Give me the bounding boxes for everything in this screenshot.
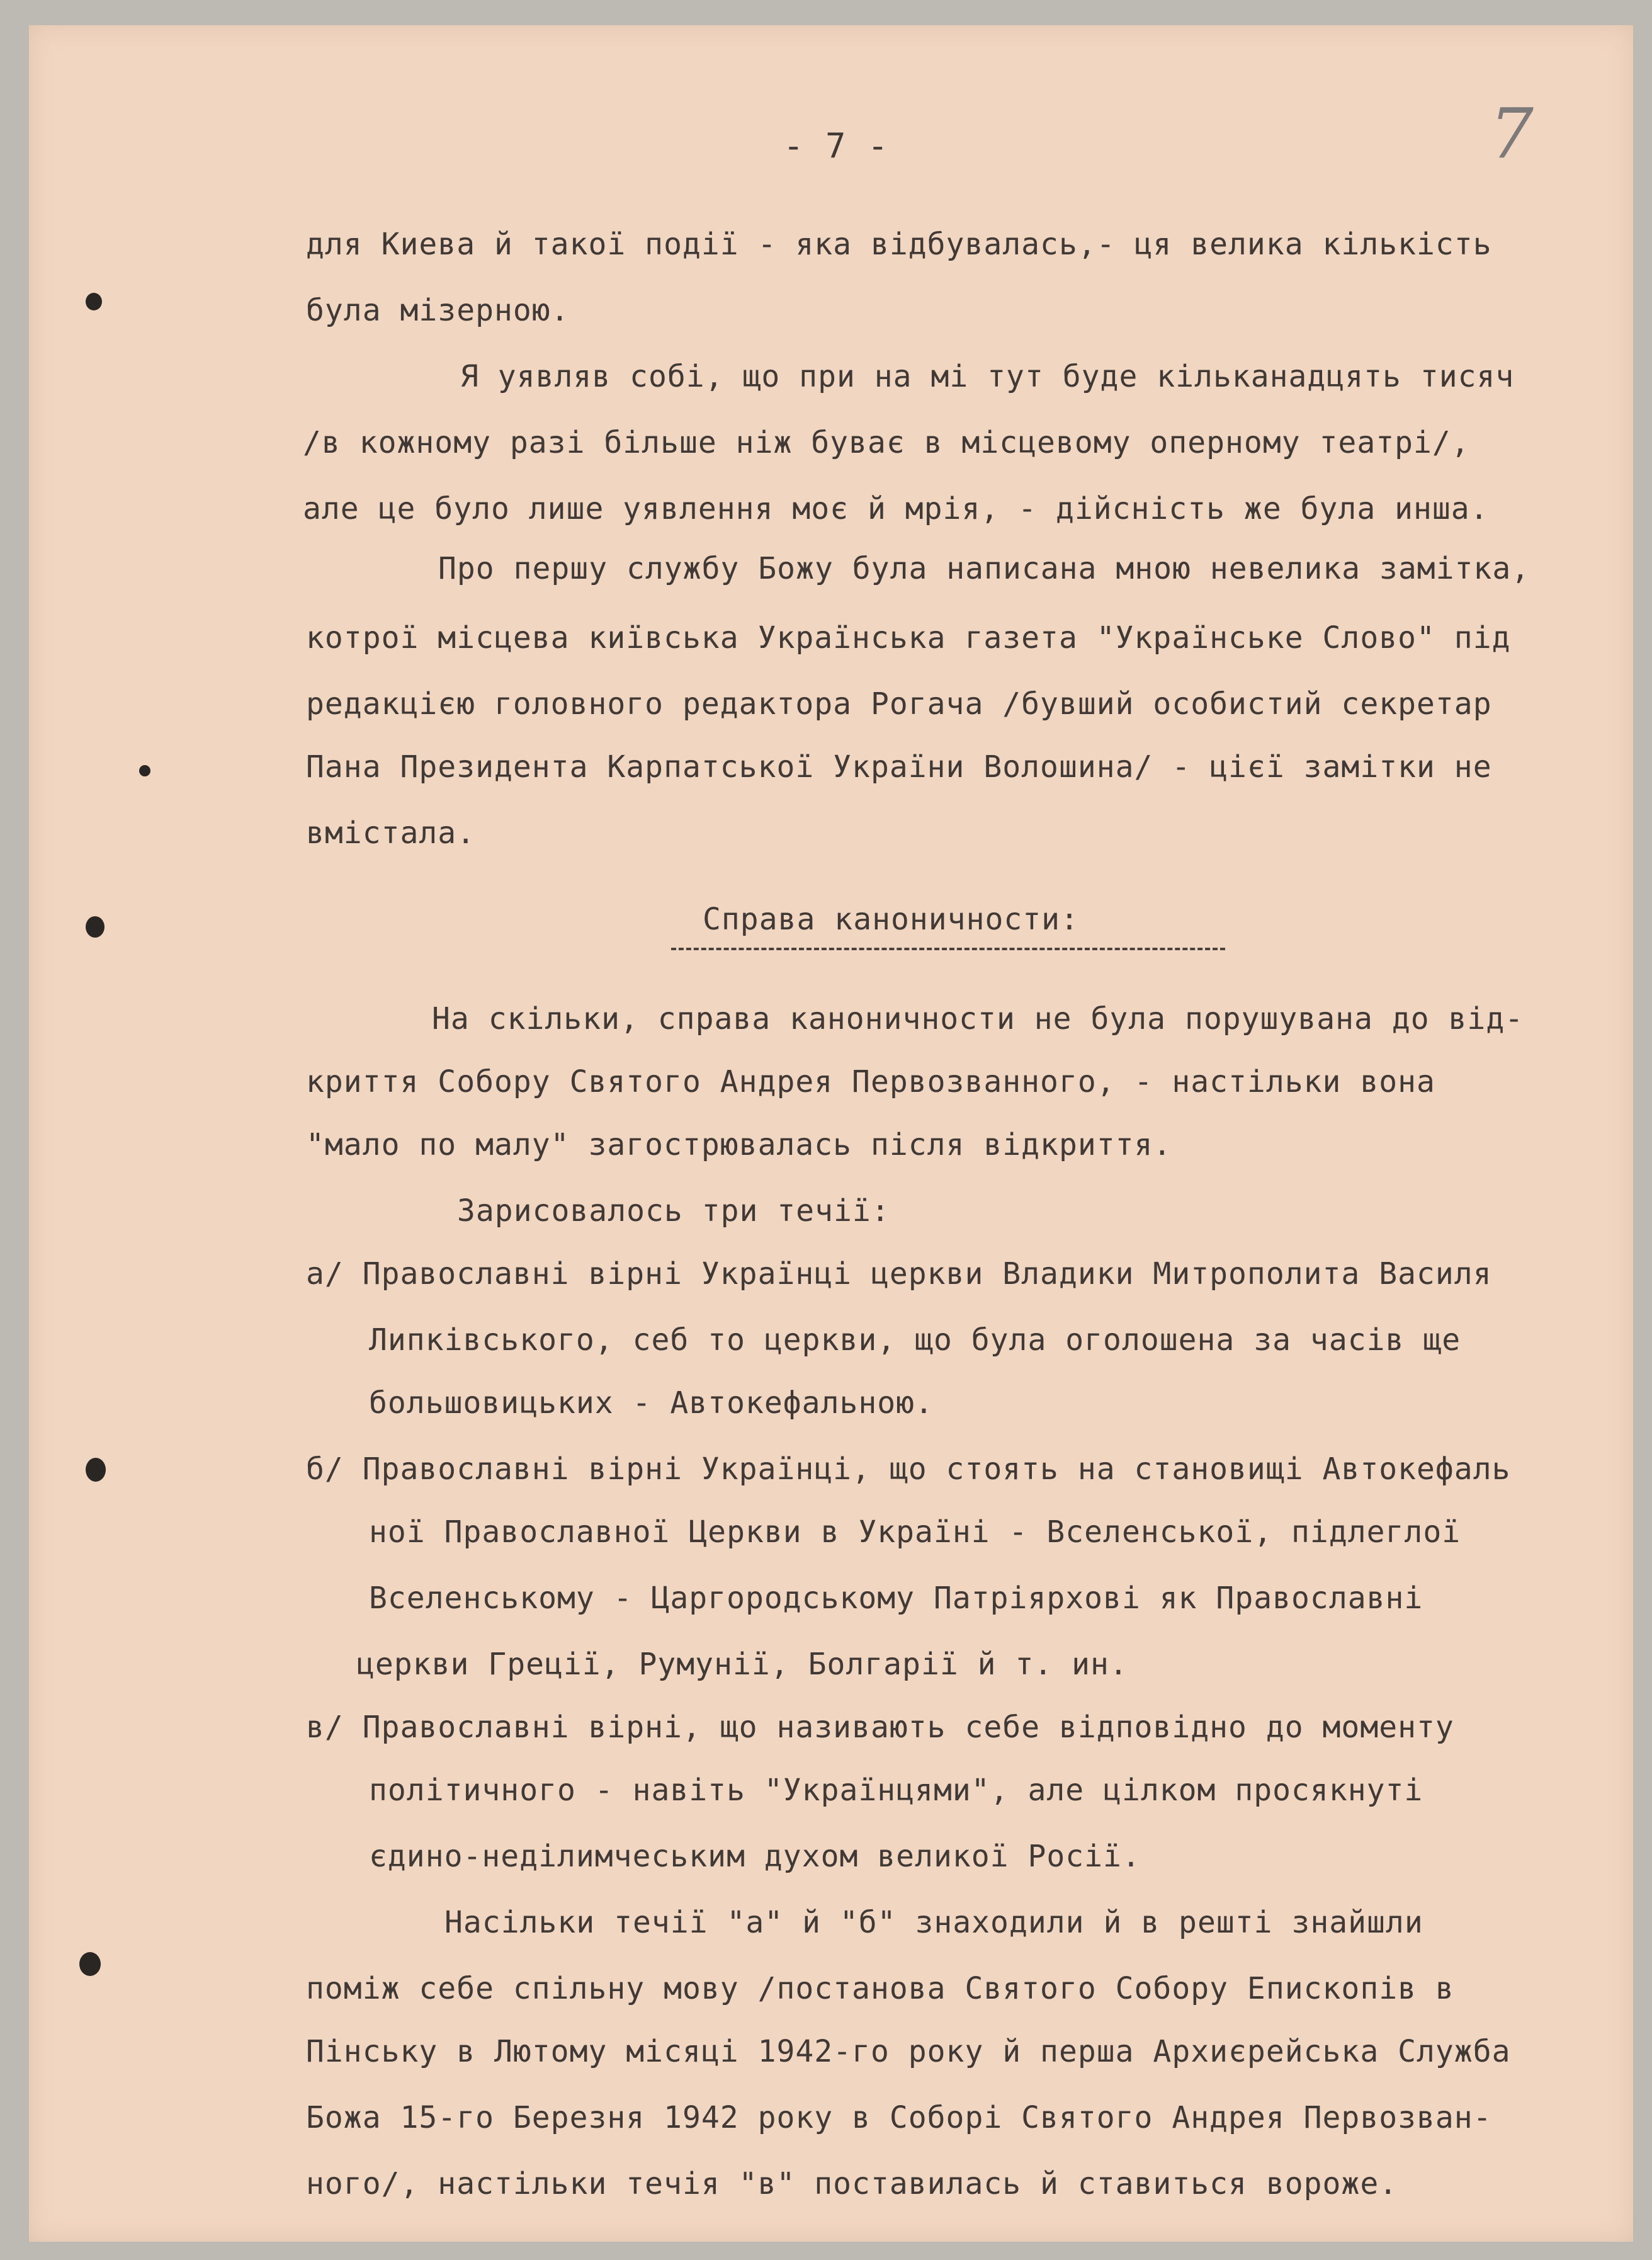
punch-hole <box>139 765 150 776</box>
text-line: котрої місцева київська Українська газета "Українське Слово" під <box>306 620 1511 656</box>
text-line: большовицьких - Автокефальною. <box>369 1385 934 1421</box>
list-item-c: в/ Православні вірні, що називають себе відповідно до моменту <box>306 1710 1454 1745</box>
list-item-a: а/ Православні вірні Українці церкви Владики Митрополита Василя <box>306 1256 1492 1292</box>
handwritten-page-number: 7 <box>1490 93 1534 174</box>
text-line: Пана Президента Карпатської України Волошина/ - цієї замітки не <box>306 749 1492 785</box>
punch-hole <box>86 1458 106 1482</box>
document-page <box>29 25 1633 2242</box>
text-line: ного/, настільки течія "в" поставилась й ставиться вороже. <box>306 2166 1398 2201</box>
heading-underline <box>671 948 1225 950</box>
list-item-b: б/ Православні вірні Українці, що стоять на становищі Автокефаль <box>306 1451 1511 1487</box>
text-line: для Киева й такої події - яка відбувалась,- ця велика кількість <box>306 227 1492 262</box>
text-line: "мало по малу" загострювалась після відкриття. <box>306 1127 1172 1162</box>
punch-hole <box>86 293 102 310</box>
text-line: На скільки, справа каноничности не була порушувана до від- <box>432 1001 1524 1036</box>
text-line: Божа 15-го Березня 1942 року в Соборі Святого Андрея Первозван- <box>306 2100 1492 2135</box>
section-heading: Справа каноничности: <box>703 902 1079 937</box>
text-line: ної Православної Церкви в Україні - Вселенської, підлеглої <box>369 1514 1461 1550</box>
page-number: - 7 - <box>783 126 889 166</box>
text-line: /в кожному разі більше ніж буває в місцевому оперному театрі/, <box>303 425 1470 460</box>
text-line: Липківського, себ то церкви, що була оголошена за часів ще <box>369 1322 1461 1358</box>
text-line: Вселенському - Царгородському Патріярхові як Православні <box>369 1581 1423 1616</box>
text-line: Зарисовалось три течії: <box>457 1193 890 1229</box>
text-line: але це було лише уявлення моє й мрія, - дійсність же була инша. <box>303 491 1489 526</box>
text-line: Я уявляв собі, що при на мі тут буде кільканадцять тисяч <box>460 359 1515 394</box>
text-line: Про першу службу Божу була написана мною невелика замітка, <box>438 551 1530 586</box>
text-line: Насільки течії "а" й "б" знаходили й в решті знайшли <box>444 1905 1423 1940</box>
text-line: єдино-неділимчеським духом великої Росії. <box>369 1839 1141 1874</box>
punch-hole <box>86 916 105 938</box>
text-line: була мізерною. <box>306 293 570 328</box>
text-line: редакцією головного редактора Рогача /бувший особистий секретар <box>306 686 1492 722</box>
punch-hole <box>79 1952 101 1976</box>
text-line: Пінську в Лютому місяці 1942-го року й перша Архиєрейська Служба <box>306 2034 1511 2069</box>
text-line: церкви Греції, Румунії, Болгарії й т. ин. <box>356 1647 1128 1682</box>
text-line: криття Собору Святого Андрея Первозванного, - настільки вона <box>306 1064 1435 1099</box>
text-line: вмістала. <box>306 815 476 851</box>
text-line: поміж себе спільну мову /постанова Святого Собору Епископів в <box>306 1971 1454 2006</box>
text-line: політичного - навіть "Українцями", але цілком просякнуті <box>369 1773 1423 1808</box>
